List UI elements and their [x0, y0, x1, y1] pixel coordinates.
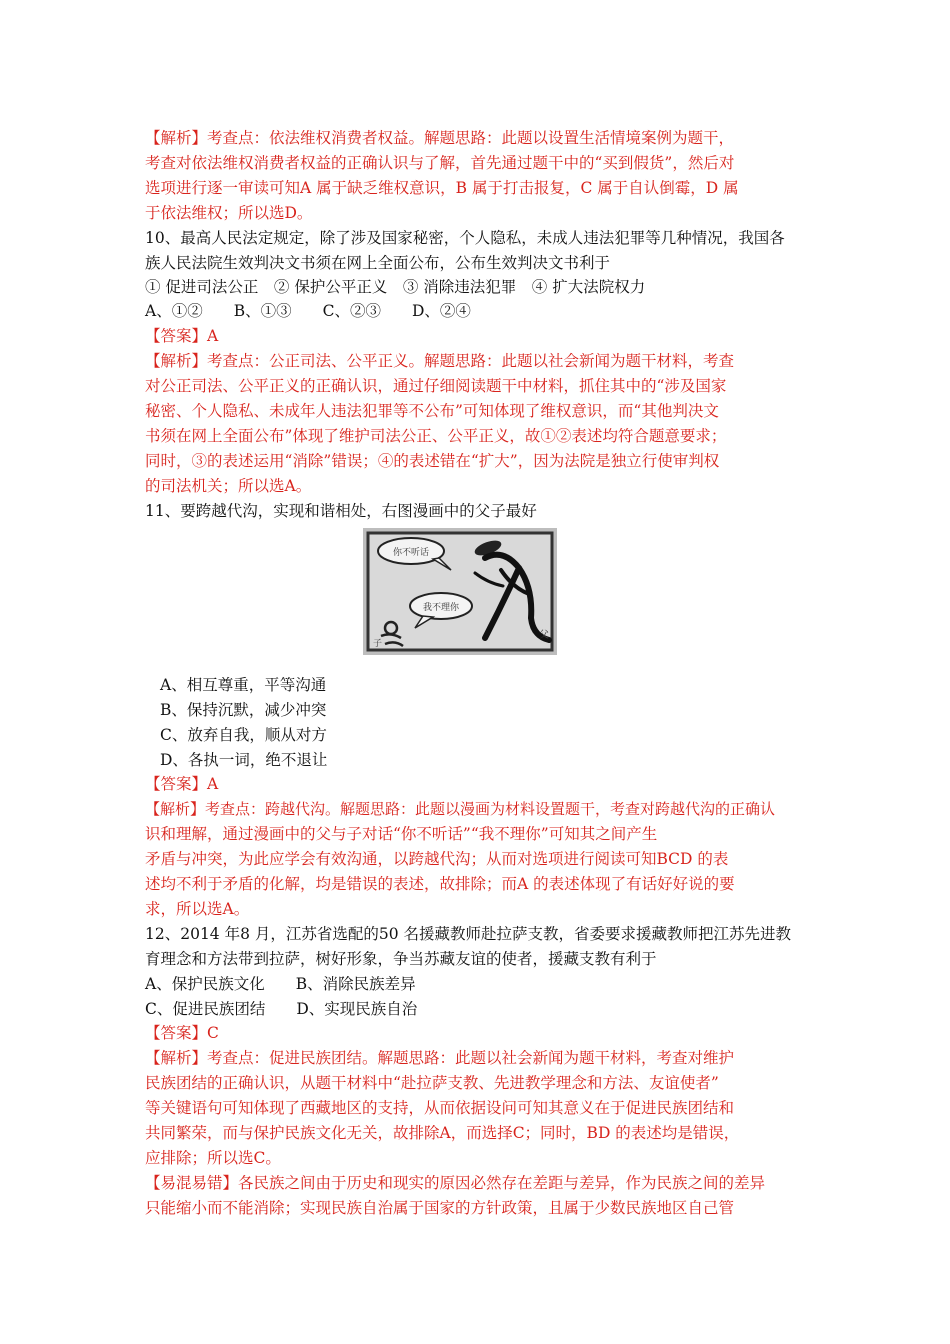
analysis-q11-line-2: 识和理解，通过漫画中的父与子对话“你不听话”“我不理你”可知其之间产生 — [145, 825, 658, 843]
question-11-stem: 11、要跨越代沟，实现和谐相处，右图漫画中的父子最好 — [145, 502, 537, 520]
analysis-q10-line-2: 对公正司法、公平正义的正确认识，通过仔细阅读题干中材料，抓住其中的“涉及国家 — [145, 377, 727, 395]
analysis-q12-line-4: 共同繁荣，而与保护民族文化无关，故排除A，而选择C；同时，BD 的表述均是错误， — [145, 1124, 740, 1142]
speech-bubble-bottom-text: 我不理你 — [422, 603, 460, 613]
son-label: 子 — [373, 639, 383, 649]
question-11-option-c: C、放弃自我，顺从对方 — [160, 726, 327, 744]
analysis-q10-line-6: 的司法机关；所以选A。 — [145, 477, 312, 495]
question-12-options-ab: A、保护民族文化 B、消除民族差异 — [145, 975, 416, 993]
analysis-q10-line-5: 同时，③的表述运用“消除”错误；④的表述错在“扩大”，因为法院是独立行使审判权 — [145, 452, 720, 470]
question-12-stem-line-1: 12、2014 年8 月，江苏省选配的50 名援藏教师赴拉萨支教，省委要求援藏教师把江苏先进教 — [145, 925, 792, 943]
answer-q12: 【答案】C — [145, 1024, 219, 1042]
analysis-q10-line-4: 书须在网上全面公布”体现了维护司法公正、公平正义，故①②表述均符合题意要求； — [145, 427, 727, 445]
analysis-q10-line-1: 【解析】考查点：公正司法、公平正义。解题思路：此题以社会新闻为题干材料，考查 — [145, 352, 735, 370]
analysis-q11-line-4: 述均不利于矛盾的化解，均是错误的表述，故排除；而A 的表述体现了有话好好说的要 — [145, 875, 735, 893]
question-10-stem-line-2: 族人民法院生效判决文书须在网上全面公布，公布生效判决文书利于 — [145, 254, 611, 272]
question-11-option-a: A、相互尊重，平等沟通 — [160, 676, 327, 694]
question-10-stem-line-1: 10、最高人民法定规定，除了涉及国家秘密，个人隐私，未成人违法犯罪等几种情况，我国各 — [145, 229, 785, 247]
father-label: 父 — [539, 630, 549, 641]
answer-q10: 【答案】A — [145, 327, 219, 345]
question-11-option-b: B、保持沉默，减少冲突 — [160, 701, 327, 719]
analysis-q11-line-1: 【解析】考查点：跨越代沟。解题思路：此题以漫画为材料设置题干，考查对跨越代沟的正确认 — [145, 800, 776, 818]
question-10-statements: ① 促进司法公正 ② 保护公平正义 ③ 消除违法犯罪 ④ 扩大法院权力 — [145, 278, 646, 296]
question-10-options: A、①② B、①③ C、②③ D、②④ — [145, 302, 471, 320]
analysis-q10-line-3: 秘密、个人隐私、未成年人违法犯罪等不公布”可知体现了维权意识，而“其他判决文 — [145, 402, 719, 420]
analysis-q11-line-5: 求，所以选A。 — [145, 900, 250, 918]
answer-q11: 【答案】A — [145, 775, 219, 793]
question-11-option-d: D、各执一词，绝不退让 — [160, 751, 328, 769]
analysis-q12-line-3: 等关键语句可知体现了西藏地区的支持，从而依据设问可知其意义在于促进民族团结和 — [145, 1099, 735, 1117]
father-son-cartoon — [363, 528, 557, 655]
analysis-q12-line-5: 应排除；所以选C。 — [145, 1149, 281, 1167]
analysis-q9-line-3: 选项进行逐一审读可知A 属于缺乏维权意识，B 属于打击报复，C 属于自认倒霉，D 属 — [145, 179, 739, 197]
speech-bubble-top-text: 你不听话 — [392, 548, 430, 558]
analysis-q9-line-2: 考查对依法维权消费者权益的正确认识与了解，首先通过题干中的“买到假货”，然后对 — [145, 154, 735, 172]
analysis-q12-line-2: 民族团结的正确认识，从题干材料中“赴拉萨支教、先进教学理念和方法、友谊使者” — [145, 1074, 719, 1092]
analysis-q9-line-1: 【解析】考查点：依法维权消费者权益。解题思路：此题以设置生活情境案例为题干， — [145, 129, 735, 147]
question-12-stem-line-2: 育理念和方法带到拉萨，树好形象，争当苏藏友谊的使者，援藏支教有利于 — [145, 950, 657, 968]
analysis-q12-line-1: 【解析】考查点：促进民族团结。解题思路：此题以社会新闻为题干材料，考查对维护 — [145, 1049, 735, 1067]
analysis-q11-line-3: 矛盾与冲突，为此应学会有效沟通，以跨越代沟；从而对选项进行阅读可知BCD 的表 — [145, 850, 729, 868]
analysis-q9-line-4: 于依法维权；所以选D。 — [145, 204, 313, 222]
question-12-options-cd: C、促进民族团结 D、实现民族自治 — [145, 1000, 418, 1018]
easily-confused-line-2: 只能缩小而不能消除；实现民族自治属于国家的方针政策，且属于少数民族地区自己管 — [145, 1199, 735, 1217]
easily-confused-line-1: 【易混易错】各民族之间由于历史和现实的原因必然存在差距与差异，作为民族之间的差异 — [145, 1174, 766, 1192]
